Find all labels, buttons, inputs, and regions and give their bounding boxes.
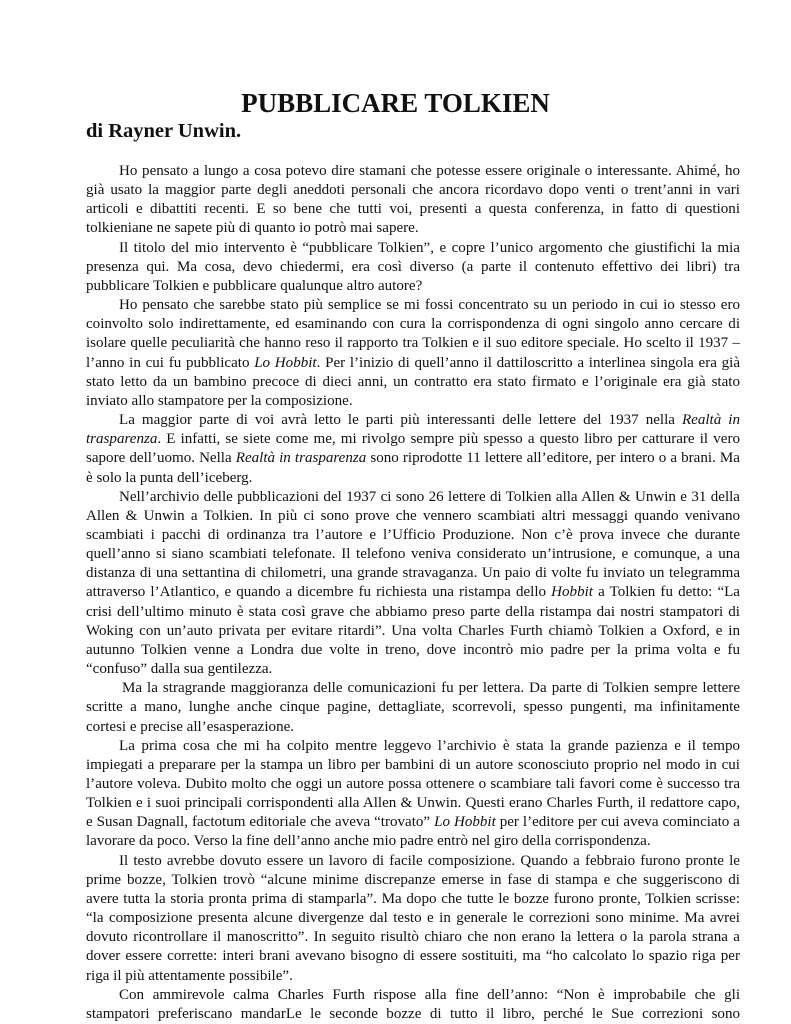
italic-title: Lo Hobbit (254, 354, 317, 371)
author-line: di Rayner Unwin. (86, 120, 242, 142)
document-body (86, 162, 740, 1024)
text-run: Il titolo del mio intervento è “pubblicare Tolkien”, e copre l’unico argomento che giustifichi la mia presenza qui. Ma cosa, devo chiedermi, era così diverso (a parte il contenuto effettivo dei libri) tra pubblicare Tolkien e pubblicare qualunque altro autore? (86, 239, 740, 294)
paragraph (86, 162, 740, 239)
paragraph (86, 679, 740, 736)
paragraph (86, 239, 740, 296)
text-run: a Tolkien fu detto: “La crisi dell’ultimo minuto è stata così grave che abbiamo preso parte della ristampa dai nostri stampatori di Woking con un’auto privata per evitare ritardi”. Una volta Charles Furth chiamò Tolkien a Oxford, e in autunno Tolkien venne a Londra due volte in treno, dove incontrò mio padre per la prima volta e fu “confuso” dalla sua gentilezza. (86, 584, 740, 678)
text-run: per l’editore per cui aveva cominciato a lavorare da poco. Verso la fine dell’anno anche mio padre entrò nel giro della corrispondenza. (86, 814, 740, 850)
paragraph (86, 986, 740, 1024)
paragraph (86, 737, 740, 852)
text-run: Con ammirevole calma Charles Furth rispose alla fine dell’anno: “Non è improbabile che gli stampatori preferiscano mandarLe le seconde bozze di tutto il libro, perché le Sue correzioni sono (86, 986, 740, 1022)
text-run: . Per l’inizio di quell’anno il dattiloscritto a interlinea singola era già stato letto da un bambino precoce di dieci anni, un contratto era stato firmato e l’originale era già stato inviato allo stampatore per la composizione. (86, 354, 740, 409)
text-run: Ma la stragrande maggioranza delle comunicazioni fu per lettera. Da parte di Tolkien sempre lettere scritte a mano, lunghe anche cinque pagine, dettagliate, scorrevoli, spesso pungenti, ma infinitamente cortesi e precise all’esasperazione. (86, 680, 740, 735)
italic-title: Realtà in trasparenza (86, 412, 741, 448)
text-run: La prima cosa che mi ha colpito mentre leggevo l’archivio è stata la grande pazienza e il tempo impiegati a preparare per la stampa un libro per bambini di un autore sconosciuto proprio nel modo in cui l’autore voleva. Dubito molto che oggi un autore possa ottenere o scambiare tali favori come è successo tra Tolkien e i suoi principali corrispondenti alla Allen & Unwin. Questi erano Charles Furth, il redattore capo, e Susan Dagnall, factotum editoriale che aveva “trovato” (86, 737, 740, 831)
italic-title: Realtà in trasparenza (235, 450, 367, 467)
text-run: Ho pensato a lungo a cosa potevo dire stamani che potesse essere originale o interessante. Ahimé, ho già usato la maggior parte degli aneddoti personali che ancora ricordavo dopo venti o trent’anni in vari articoli e dibattiti recenti. E so bene che tutti voi, presenti a questa conferenza, in fatto di questioni tolkieniane ne sapete più di quanto io potrò mai sapere. (86, 163, 740, 237)
paragraph (86, 488, 740, 680)
document-title: PUBBLICARE TOLKIEN (241, 88, 550, 118)
paragraph (86, 411, 740, 488)
text-run: Nell’archivio delle pubblicazioni del 1937 ci sono 26 lettere di Tolkien alla Allen & Unwin e 31 della Allen & Unwin a Tolkien. In più ci sono prove che vennero scambiati altri messaggi quando venivano scambiati i pacchi di ordinanza tra l’autore e l’Ufficio Produzione. Non c’è prova invece che durante quell’anno si siano scambiati telefonate. Il telefono veniva considerato un’intrusione, e comunque, a una distanza di una settantina di chilometri, una grande stravaganza. Un paio di volte fu inviato un telegramma attraverso l’Atlantico, e quando a dicembre fu richiesta una ristampa dello (86, 488, 740, 601)
text-run: La maggior parte di voi avrà letto le parti più interessanti delle lettere del 1937 nella (119, 412, 682, 429)
text-run: sono riprodotte 11 lettere all’editore, per intero o a brani. Ma è solo la punta dell’iceberg. (86, 450, 740, 486)
text-run: Il testo avrebbe dovuto essere un lavoro di facile composizione. Quando a febbraio furono pronte le prime bozze, Tolkien trovò “alcune minime discrepanze emerse in fase di stampa e che suggeriscono di avere tutta la storia pronta prima di stamparla”. Ma dopo che tutte le bozze furono pronte, Tolkien scrisse: “la composizione presenta alcune divergenze dal testo e in generale le correzioni sono minime. Ma avrei dovuto ricontrollare il manoscritto”. In seguito risultò chiaro che non erano la lettera o la parola strana a dover essere corrette: interi brani avevano bisogno di essere sostituiti, ma “ho calcolato lo spazio riga per riga il più attentamente possibile”. (86, 852, 740, 984)
text-run: Ho pensato che sarebbe stato più semplice se mi fossi concentrato su un periodo in cui io stesso ero coinvolto solo indirettamente, ed esaminando con cura la corrispondenza di ogni singolo anno cercare di isolare quelle peculiarità che hanno reso il rapporto tra Tolkien e il suo editore speciale. Ho scelto il 1937 – l’anno in cui fu pubblicato (86, 297, 740, 371)
paragraph (86, 296, 740, 411)
italic-title: Lo Hobbit (434, 814, 496, 831)
italic-title: Hobbit (551, 584, 593, 601)
text-run: . E infatti, se siete come me, mi rivolgo sempre più spesso a questo libro per catturare il vero sapore dell’uomo. Nella (86, 431, 740, 467)
paragraph (86, 852, 740, 986)
